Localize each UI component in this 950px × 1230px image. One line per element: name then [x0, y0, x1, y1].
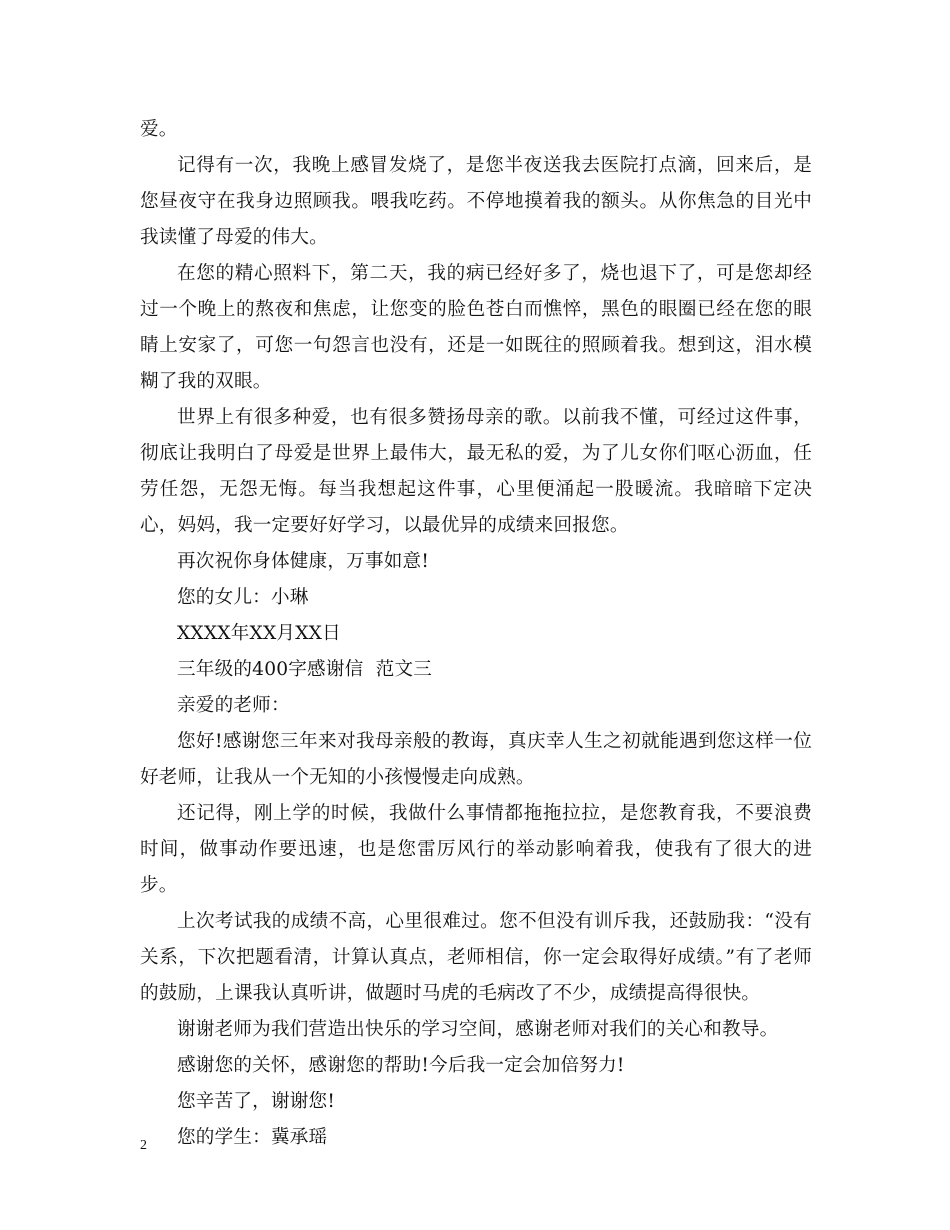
paragraph: 您好!感谢您三年来对我母亲般的教诲，真庆幸人生之初就能遇到您这样一位好老师，让我从一个无知的小孩慢慢走向成熟。: [140, 731, 812, 788]
paragraph: 世界上有很多种爱，也有很多赞扬母亲的歌。以前我不懂，可经过这件事，彻底让我明白了母爱是世界上最伟大，最无私的爱，为了儿女你们呕心沥血，任劳任怨，无怨无悔。每当我想起这件事，心里便涌起一股暖流。我暗暗下定决心，妈妈，我一定要好好学习，以最优异的成绩来回报您。: [140, 407, 812, 536]
date-line: XXXX年XX月XX日: [177, 623, 341, 644]
paragraph: 记得有一次，我晚上感冒发烧了，是您半夜送我去医院打点滴，回来后，是您昼夜守在我身边照顾我。喂我吃药。不停地摸着我的额头。从你焦急的目光中我读懂了母爱的伟大。: [140, 155, 812, 248]
paragraph: 爱。: [140, 119, 178, 140]
signature-line: 您的学生：冀承瑶: [177, 1127, 328, 1148]
paragraph: 再次祝你身体健康，万事如意!: [177, 551, 429, 572]
paragraph: 您辛苦了，谢谢您!: [177, 1091, 336, 1112]
paragraph: 在您的精心照料下，第二天，我的病已经好多了，烧也退下了，可是您却经过一个晚上的熬夜和焦虑，让您变的脸色苍白而憔悴，黑色的眼圈已经在您的眼睛上安家了，可您一句怨言也没有，还是一如既往的照顾着我。想到这，泪水模糊了我的双眼。: [140, 263, 812, 392]
page-number: 2: [140, 1138, 147, 1153]
paragraph: 还记得，刚上学的时候，我做什么事情都拖拖拉拉，是您教育我，不要浪费时间，做事动作要迅速，也是您雷厉风行的举动影响着我，使我有了很大的进步。: [140, 803, 812, 896]
section-title: 三年级的400字感谢信 范文三: [177, 659, 433, 680]
paragraph: 上次考试我的成绩不高，心里很难过。您不但没有训斥我，还鼓励我：“没有关系，下次把题看清，计算认真点，老师相信，你一定会取得好成绩。”有了老师的鼓励，上课我认真听讲，做题时马虎的毛病改了不少，成绩提高得很快。: [140, 911, 812, 1004]
signature-line: 您的女儿：小琳: [177, 587, 309, 608]
paragraph: 感谢您的关怀，感谢您的帮助!今后我一定会加倍努力!: [177, 1055, 625, 1076]
salutation: 亲爱的老师：: [177, 695, 290, 716]
document-body: [140, 112, 812, 1156]
paragraph: 谢谢老师为我们营造出快乐的学习空间，感谢老师对我们的关心和教导。: [177, 1019, 779, 1040]
